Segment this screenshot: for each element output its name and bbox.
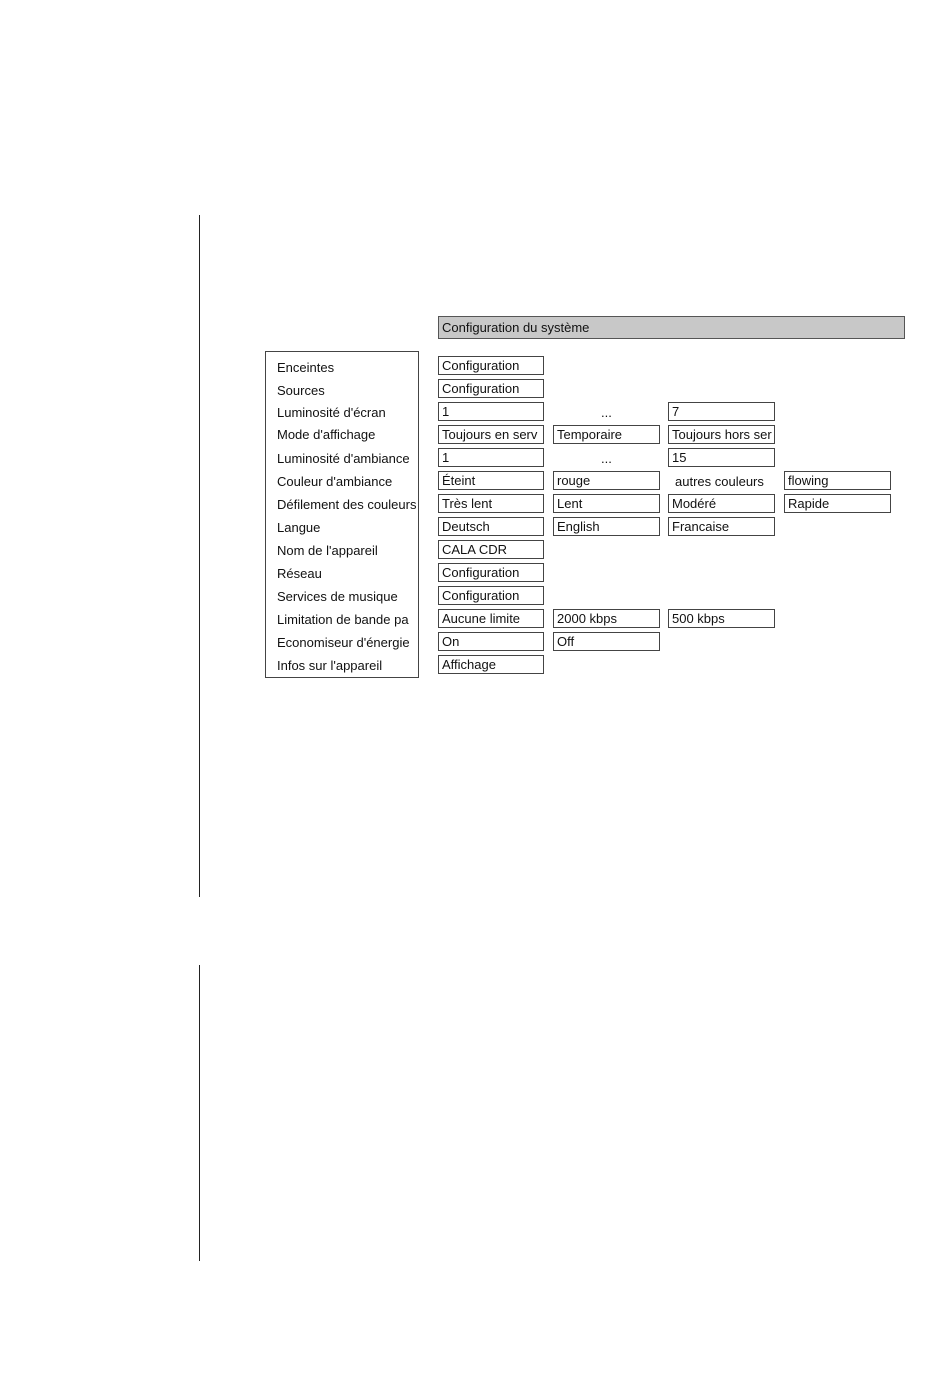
services-musique-configuration-option[interactable]: Configuration bbox=[438, 586, 544, 605]
couleur-ambiance-eteint-option[interactable]: Éteint bbox=[438, 471, 544, 490]
menu-item-enceintes[interactable]: Enceintes bbox=[277, 360, 335, 375]
mode-affichage-toujours-en-service-option[interactable]: Toujours en serv bbox=[438, 425, 544, 444]
luminosite-ambiance-min-option[interactable]: 1 bbox=[438, 448, 544, 467]
margin-rule-top bbox=[199, 215, 200, 897]
mode-affichage-toujours-hors-service-option[interactable]: Toujours hors ser bbox=[668, 425, 775, 444]
menu-item-defilement-couleurs[interactable]: Défilement des couleurs bbox=[277, 497, 417, 512]
reseau-configuration-option[interactable]: Configuration bbox=[438, 563, 544, 582]
menu-item-sources[interactable]: Sources bbox=[277, 383, 325, 398]
couleur-ambiance-flowing-option[interactable]: flowing bbox=[784, 471, 891, 490]
menu-item-services-musique[interactable]: Services de musique bbox=[277, 589, 398, 604]
menu-item-luminosite-ambiance[interactable]: Luminosité d'ambiance bbox=[277, 451, 410, 466]
defilement-rapide-option[interactable]: Rapide bbox=[784, 494, 891, 513]
enceintes-configuration-option[interactable]: Configuration bbox=[438, 356, 544, 375]
couleur-ambiance-rouge-option[interactable]: rouge bbox=[553, 471, 660, 490]
menu-item-couleur-ambiance[interactable]: Couleur d'ambiance bbox=[277, 474, 393, 489]
limitation-2000-kbps-option[interactable]: 2000 kbps bbox=[553, 609, 660, 628]
limitation-500-kbps-option[interactable]: 500 kbps bbox=[668, 609, 775, 628]
langue-english-option[interactable]: English bbox=[553, 517, 660, 536]
sources-configuration-option[interactable]: Configuration bbox=[438, 379, 544, 398]
menu-item-nom-appareil[interactable]: Nom de l'appareil bbox=[277, 543, 378, 558]
defilement-tres-lent-option[interactable]: Très lent bbox=[438, 494, 544, 513]
menu-item-luminosite-ecran[interactable]: Luminosité d'écran bbox=[277, 405, 386, 420]
couleur-ambiance-autres-couleurs: autres couleurs bbox=[675, 474, 764, 489]
luminosite-ambiance-ellipsis: ... bbox=[601, 451, 612, 466]
langue-deutsch-option[interactable]: Deutsch bbox=[438, 517, 544, 536]
settings-menu bbox=[265, 351, 419, 678]
luminosite-ambiance-max-option[interactable]: 15 bbox=[668, 448, 775, 467]
menu-item-infos-appareil[interactable]: Infos sur l'appareil bbox=[277, 658, 383, 673]
luminosite-ecran-max-option[interactable]: 7 bbox=[668, 402, 775, 421]
nom-appareil-option[interactable]: CALA CDR bbox=[438, 540, 544, 559]
langue-francaise-option[interactable]: Francaise bbox=[668, 517, 775, 536]
margin-rule-bottom bbox=[199, 965, 200, 1261]
menu-item-limitation-bande[interactable]: Limitation de bande pa bbox=[277, 612, 409, 627]
limitation-aucune-limite-option[interactable]: Aucune limite bbox=[438, 609, 544, 628]
menu-item-langue[interactable]: Langue bbox=[277, 520, 321, 535]
luminosite-ecran-ellipsis: ... bbox=[601, 405, 612, 420]
economiseur-off-option[interactable]: Off bbox=[553, 632, 660, 651]
economiseur-on-option[interactable]: On bbox=[438, 632, 544, 651]
defilement-modere-option[interactable]: Modéré bbox=[668, 494, 775, 513]
defilement-lent-option[interactable]: Lent bbox=[553, 494, 660, 513]
infos-appareil-affichage-option[interactable]: Affichage bbox=[438, 655, 544, 674]
luminosite-ecran-min-option[interactable]: 1 bbox=[438, 402, 544, 421]
menu-item-mode-affichage[interactable]: Mode d'affichage bbox=[277, 427, 376, 442]
system-config-header: Configuration du système bbox=[438, 316, 905, 339]
mode-affichage-temporaire-option[interactable]: Temporaire bbox=[553, 425, 660, 444]
menu-item-reseau[interactable]: Réseau bbox=[277, 566, 322, 581]
menu-item-economiseur-energie[interactable]: Economiseur d'énergie bbox=[277, 635, 410, 650]
